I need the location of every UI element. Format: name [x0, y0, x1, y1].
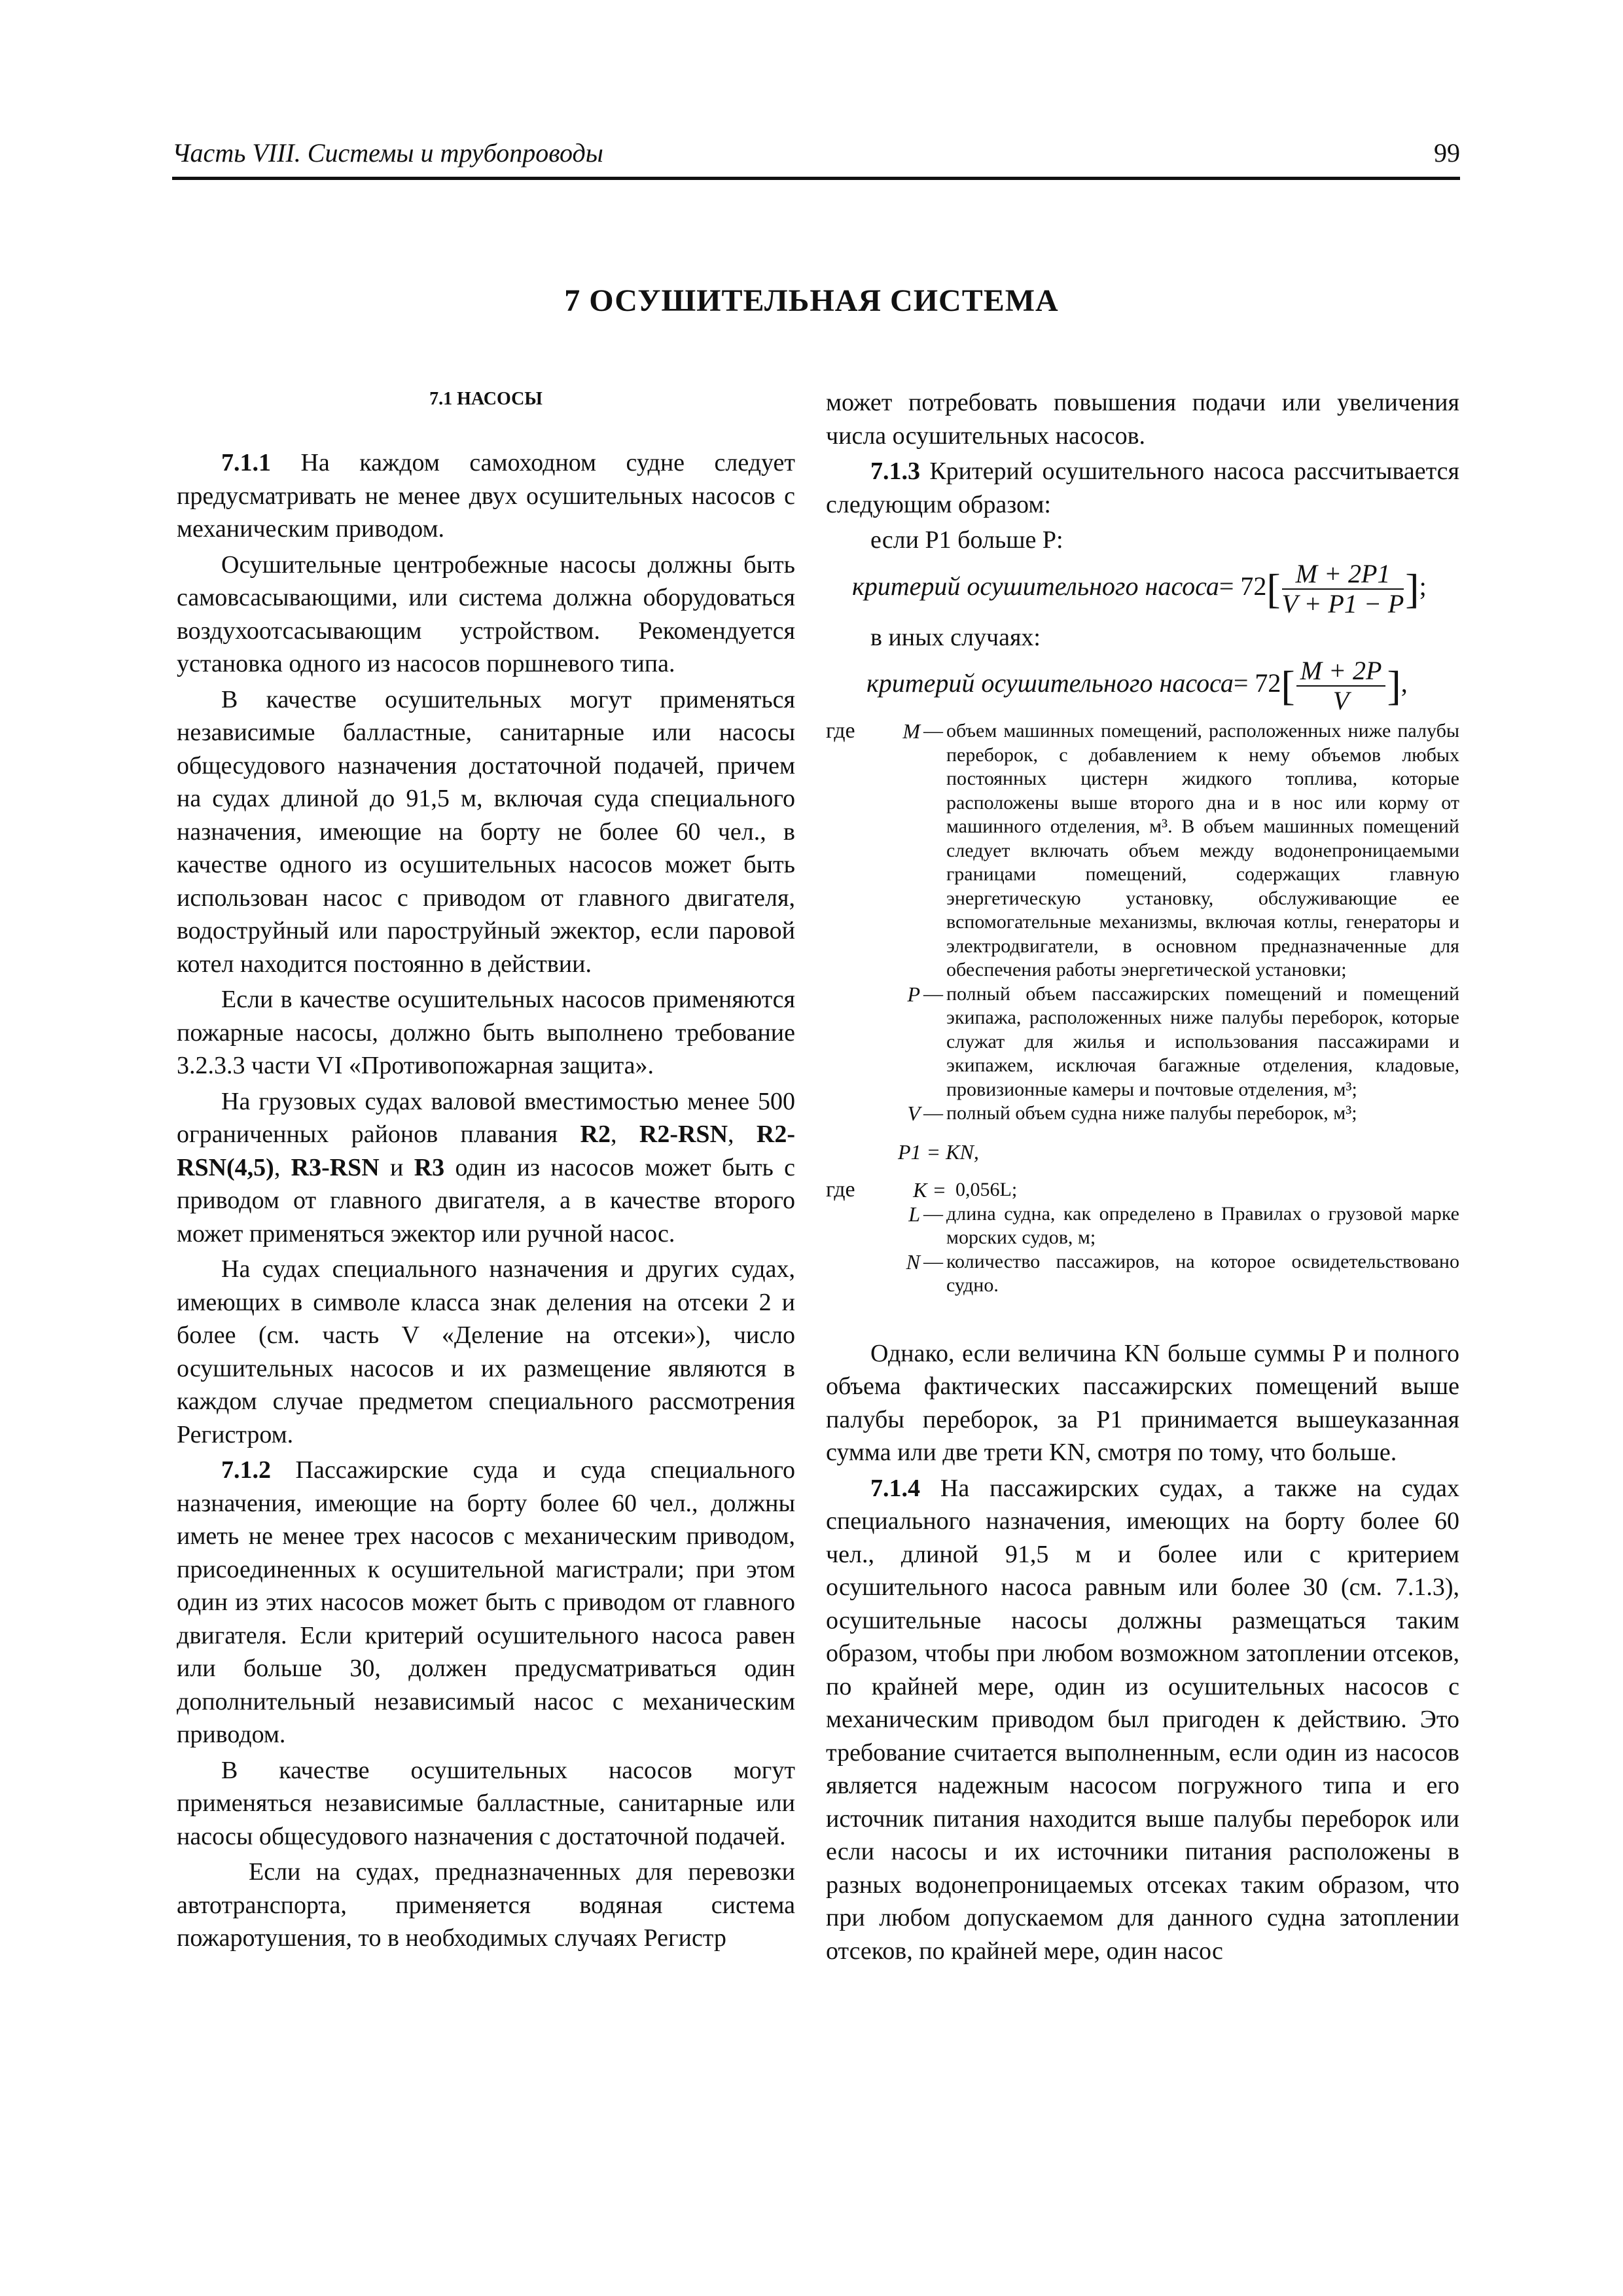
paragraph: Однако, если величина KN больше суммы P и полного объема фактических пассажирских помещений выше палубы переборок, за P1 принимается вышеуказанная сумма или две трети KN, смотря по тому, что больше.: [826, 1339, 1459, 1466]
page-header: [172, 137, 1460, 177]
paragraph: 7.1.4 На пассажирских судах, а также на судах специального назначения, имеющих на борту более 60 чел., длиной 91,5 м и более или с критерием осушительного насоса равным или более 30 (см. 7.1.3), осушительные насосы должны размещаться таким образом, чтобы при любом возможном затоплении отсеков, по крайней мере, один из осушительных насосов с механическим приводом был пригоден к действию. Это требование считается выполненным, если один из насосов является надежным насосом погружного типа и его источник питания находится выше палубы переборок или если насосы и их источники питания расположены в разных водонепроницаемых отсеках таким образом, что при любом допускаемом для данного судна затоплении отсеков, по крайней мере, один насос: [826, 1474, 1459, 1965]
paragraph: 7.1.3 Критерий осушительного насоса рассчитывается следующим образом:: [826, 457, 1459, 518]
definition-item: V — полный объем судна ниже палубы переборок, м³;: [907, 1102, 1357, 1125]
formula-p1: P1 = KN,: [898, 1139, 979, 1164]
header-rule: [172, 177, 1460, 180]
definitions: [826, 719, 1459, 1298]
right-column: [826, 386, 1459, 1970]
paragraph: На грузовых судах валовой вместимостью менее 500 ограниченных районов плавания R2, R2-RSN, R2-RSN(4,5), R3-RSN и R3 один из насосов может быть с приводом от главного двигателя, а в качестве второго может применяться эжектор или ручной насос.: [177, 1087, 796, 1247]
chapter-title: 7 ОСУШИТЕЛЬНАЯ СИСТЕМА: [564, 283, 1059, 318]
formula-1: критерий осушительного насоса= 72[ $\frac{M + 2P1}{V + P1 - P}$ ];: [852, 558, 1427, 619]
clause-number: 7.1.3: [870, 457, 920, 485]
definition-item: N — количество пассажиров, на которое освидетельствовано судно.: [906, 1249, 1459, 1296]
paragraph: Осушительные центробежные насосы должны быть самовсасывающими, или система должна оборудоваться воздухоотсасывающим устройством. Рекомендуется установка одного из насосов поршневого типа.: [177, 550, 795, 677]
definition-item: где M — объем машинных помещений, расположенных ниже палубы переборок, с добавлением к нему объемов любых постоянных цистерн жидкого топлива, которые расположены выше второго дна и в нос или корму от машинного отделения, м³. В объем машинных помещений следует включать объем между водонепроницаемыми границами помещений, содержащих главную энергетическую установку, обслуживающие ее вспомогательные механизмы, включая котлы, генераторы и электродвигатели, в основном предназначенные для обеспечения работы энергетической установки;: [826, 719, 1459, 980]
paragraph: В качестве осушительных насосов могут применяться независимые балластные, санитарные или насосы общесудового назначения с достаточной подачей.: [177, 1756, 795, 1850]
clause-number: 7.1.2: [221, 1456, 271, 1484]
left-column: [177, 386, 795, 1958]
clause-number: 7.1.4: [870, 1474, 920, 1502]
condition: если P1 больше P:: [870, 526, 1063, 554]
paragraph: Если в качестве осушительных насосов применяются пожарные насосы, должно быть выполнено требование 3.2.3.3 части VI «Противопожарная защита».: [177, 986, 795, 1079]
paragraph: В качестве осушительных могут применяться независимые балластные, санитарные или насосы общесудового назначения достаточной подачей, причем на судах длиной до 91,5 м, включая суда специального назначения, имеющие на борту не более 60 чел., в качестве одного из осушительных насосов может быть использован насос с приводом от главного двигателя, водоструйный или пароструйный эжектор, если паровой котел находится постоянно в действии.: [177, 685, 795, 978]
formula-2: критерий осушительного насоса= 72[ $\frac{M + 2P}{V}$ ],: [866, 656, 1408, 715]
page-number: 99: [1434, 138, 1460, 168]
paragraph: 7.1.2 Пассажирские суда и суда специального назначения, имеющие на борту более 60 чел., должны иметь не менее трех насосов с механическим приводом, присоединенных к осушительной магистрали; при этом один из этих насосов может быть с приводом от главного двигателя. Если критерий осушительного насоса равен или больше 30, должен предусматриваться один дополнительный независимый насос с механическим приводом.: [177, 1456, 795, 1748]
paragraph: Если на судах, предназначенных для перевозки автотранспорта, применяется водяная система пожаротушения, то в необходимых случаях Регистр: [177, 1858, 795, 1952]
paragraph: 7.1.1 На каждом самоходном судне следует предусматривать не менее двух осушительных насосов с механическим приводом.: [177, 449, 795, 543]
paragraph: На судах специального назначения и других судах, имеющих в символе класса знак деления на отсеки 2 и более (см. часть V «Деление на отсеки»), число осушительных насосов и их размещение являются в каждом случае предметом специального рассмотрения Регистром.: [177, 1255, 795, 1448]
definition-item: L — длина судна, как определено в Правилах о грузовой марке морских судов, м;: [908, 1202, 1459, 1248]
definition-item: P — полный объем пассажирских помещений и помещений экипажа, расположенных ниже палубы переборок, которые служат для жилья и использования пассажирами и экипажем, исключая багажные отделения, кладовые, провизионные камеры и почтовые отделения, м³;: [907, 982, 1459, 1100]
definition-item: где K = 0,056L;: [826, 1177, 1018, 1202]
paragraph: может потребовать повышения подачи или увеличения числа осушительных насосов.: [826, 389, 1459, 450]
condition: в иных случаях:: [870, 623, 1041, 651]
running-title: Часть VIII. Системы и трубопроводы: [172, 138, 603, 168]
section-title: 7.1 НАСОСЫ: [429, 389, 543, 409]
clause-number: 7.1.1: [221, 449, 271, 476]
